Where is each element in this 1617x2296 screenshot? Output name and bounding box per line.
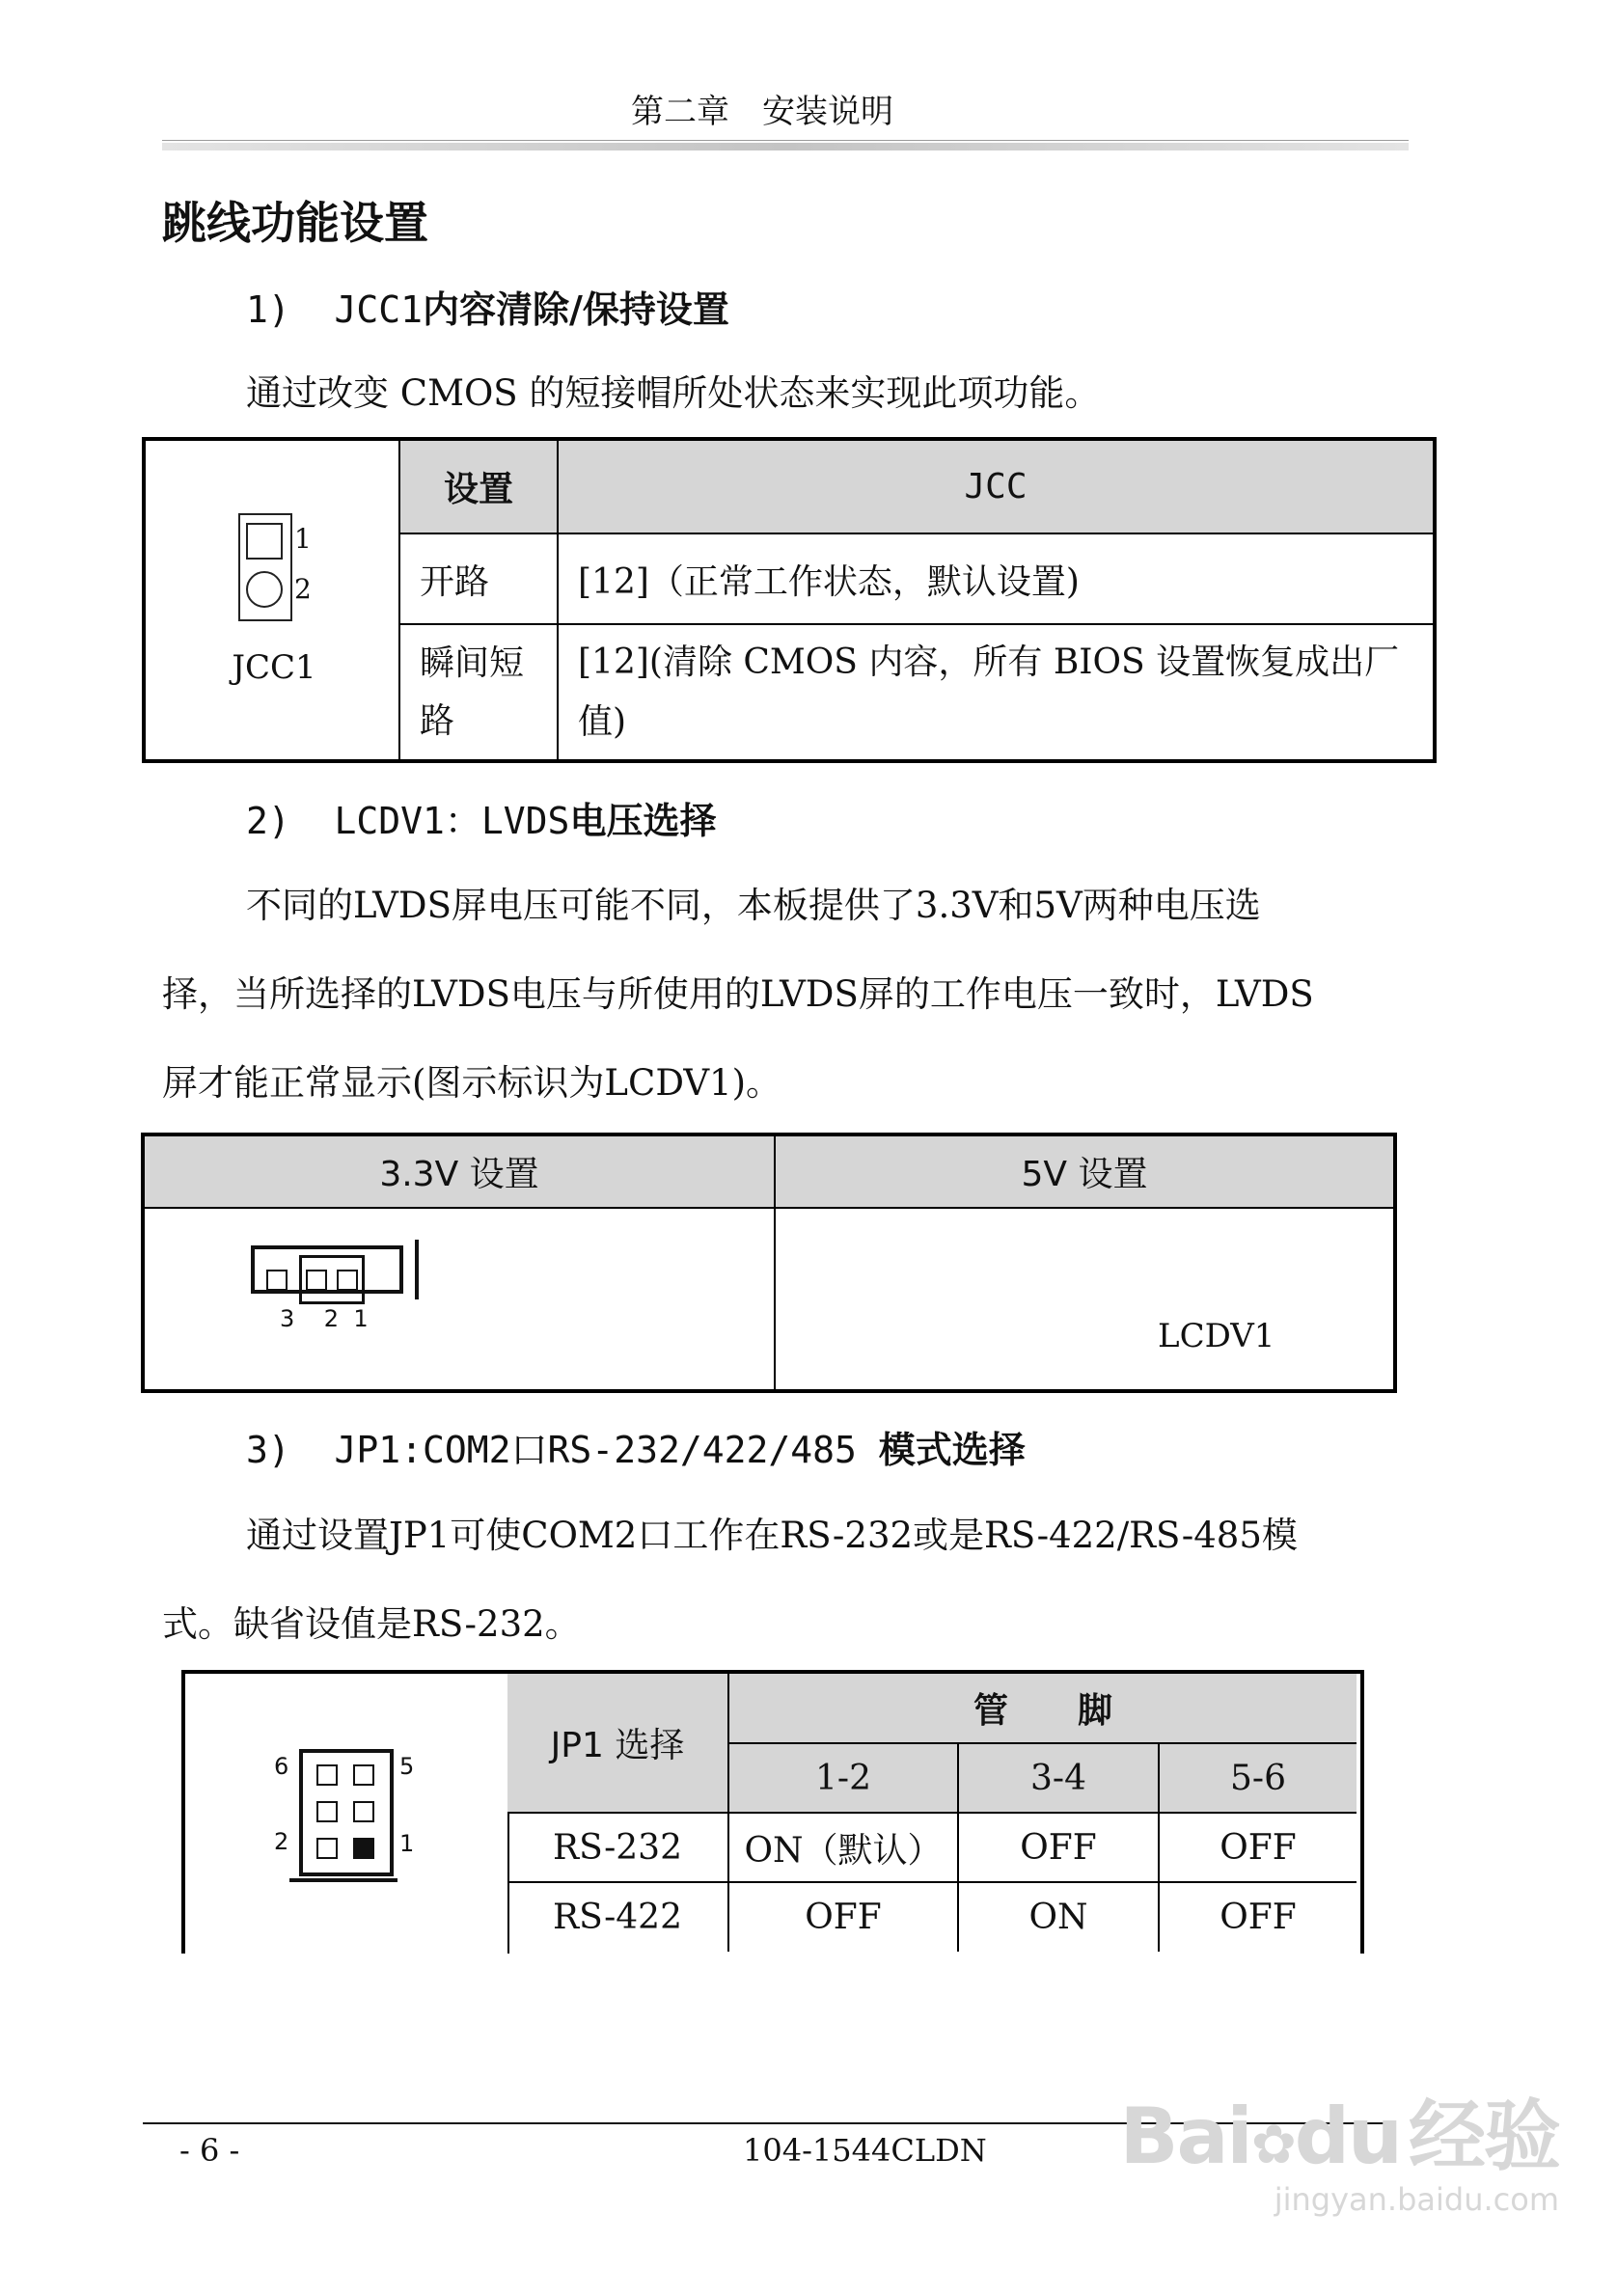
jp1-pin-label-2: 2 — [274, 1828, 289, 1855]
jp1-header-outline — [299, 1749, 394, 1876]
jcc-col-jcc: JCC — [558, 439, 1435, 533]
watermark-brand2: du — [1294, 2091, 1401, 2181]
jp1-row2-mode: RS-422 — [507, 1882, 728, 1952]
jcc-heading-code: JCC1 — [334, 288, 424, 331]
jp1-pin-2 — [316, 1838, 338, 1859]
header-divider — [162, 143, 1409, 150]
jp1-row2-p34: ON — [958, 1882, 1159, 1952]
jcc-row1-desc: [12]（正常工作状态，默认设置) — [558, 533, 1435, 624]
baidu-watermark — [1119, 2074, 1559, 2218]
lcdv-pin-label-3: 3 — [280, 1305, 295, 1332]
pin-square — [246, 523, 283, 560]
doc-code: 104-1544CLDN — [743, 2132, 987, 2169]
jcc-table — [142, 437, 1437, 763]
jp1-heading — [246, 1420, 1026, 1473]
jp1-row2-p12: OFF — [728, 1882, 958, 1952]
jp1-pin-col-56: 5-6 — [1159, 1743, 1357, 1813]
jp1-col-pins: 管 脚 — [728, 1674, 1357, 1743]
jcc-diagram-cell — [144, 439, 399, 761]
jp1-pin-5 — [353, 1764, 374, 1786]
jp1-pin-label-5: 5 — [399, 1753, 415, 1780]
jp1-pin-col-12: 1-2 — [728, 1743, 958, 1813]
watermark-brand: Bai — [1119, 2091, 1251, 2181]
jp1-pin-4 — [316, 1801, 338, 1822]
lcdv-pin-1 — [337, 1270, 358, 1291]
jp1-row1-mode: RS-232 — [507, 1813, 728, 1882]
jp1-table-frame — [181, 1670, 1364, 1954]
lcdv-33v-cell — [143, 1208, 775, 1391]
jp1-pin-1 — [353, 1838, 374, 1859]
jcc-description: 通过改变 CMOS 的短接帽所处状态来实现此项功能。 — [246, 372, 1101, 414]
paw-icon: ✿ — [1250, 2114, 1295, 2176]
jp1-pin-label-6: 6 — [274, 1753, 289, 1780]
jcc-row2-desc: [12](清除 CMOS 内容，所有 BIOS 设置恢复成出厂值) — [558, 624, 1435, 761]
jcc-heading — [246, 280, 729, 333]
header-line — [162, 140, 1409, 141]
jcc-label: JCC1 — [232, 648, 316, 687]
lcdv-pin-label-2: 2 — [323, 1305, 340, 1332]
lcdv-header-diagram — [251, 1245, 403, 1294]
lcdv-label: LCDV1 — [1158, 1317, 1275, 1355]
lcdv-header-bar — [415, 1240, 419, 1299]
section-title: 跳线功能设置 — [162, 197, 428, 249]
lcdv-heading-code: LCDV1：LVDS — [334, 800, 570, 842]
watermark-url: jingyan.baidu.com — [1274, 2181, 1559, 2218]
lcdv-heading — [246, 791, 716, 844]
lcdv-5v-cell — [775, 1208, 1395, 1391]
lcdv-col-5v: 5V 设置 — [775, 1134, 1395, 1208]
jp1-desc-line1: 通过设置JP1可使COM2口工作在RS-232或是RS-422/RS-485模 — [246, 1515, 1298, 1556]
pin2-label: 2 — [294, 573, 312, 605]
lcdv-heading-num: 2) — [246, 800, 290, 842]
jp1-col-select: JP1 选择 — [507, 1674, 728, 1813]
lcdv-pin-2 — [306, 1270, 327, 1291]
jp1-heading-code: JP1:COM2口RS-232/422/485 — [334, 1429, 857, 1471]
jp1-row2-p56: OFF — [1159, 1882, 1357, 1952]
jcc-col-setting: 设置 — [399, 439, 558, 533]
jcc-row1-setting: 开路 — [399, 533, 558, 624]
lcdv-col-33v: 3.3V 设置 — [143, 1134, 775, 1208]
page-number: - 6 - — [179, 2132, 240, 2169]
jp1-heading-text: 模式选择 — [878, 1429, 1026, 1471]
pin-round — [246, 571, 283, 608]
jcc-row2-setting: 瞬间短路 — [399, 624, 558, 761]
jp1-pin-6 — [316, 1764, 338, 1786]
jp1-heading-num: 3) — [246, 1429, 290, 1471]
jp1-table — [507, 1674, 1357, 1952]
jp1-pin-label-1: 1 — [399, 1830, 415, 1857]
jp1-row1-p34: OFF — [958, 1813, 1159, 1882]
lcdv-pin-labels — [280, 1305, 369, 1332]
lcdv-heading-text: 电压选择 — [569, 800, 717, 842]
jcc-heading-text: 内容清除/保持设置 — [423, 288, 729, 331]
lcdv-desc-line2: 择，当所选择的LVDS电压与所使用的LVDS屏的工作电压一致时，LVDS — [162, 973, 1314, 1015]
table-row — [507, 1882, 1357, 1952]
lcdv-pin-3 — [266, 1270, 288, 1291]
lcdv-desc-line3: 屏才能正常显示(图示标识为LCDV1)。 — [162, 1062, 782, 1104]
lcdv-table — [141, 1133, 1397, 1393]
jp1-row1-p12: ON（默认） — [728, 1813, 958, 1882]
jp1-row1-p56: OFF — [1159, 1813, 1357, 1882]
jcc-heading-num: 1) — [246, 288, 290, 331]
jp1-pin-col-34: 3-4 — [958, 1743, 1159, 1813]
chapter-header: 第二章 安装说明 — [631, 93, 893, 131]
lcdv-desc-line1: 不同的LVDS屏电压可能不同，本板提供了3.3V和5V两种电压选 — [246, 885, 1261, 926]
jp1-diagram-cell — [185, 1674, 509, 1954]
jp1-header-bar — [289, 1878, 397, 1882]
jcc-jumper-diagram — [219, 513, 325, 687]
jp1-desc-line2: 式。缺省设值是RS-232。 — [162, 1603, 581, 1645]
watermark-cn: 经验 — [1409, 2091, 1559, 2181]
pin1-label: 1 — [294, 523, 312, 555]
table-row — [507, 1813, 1357, 1882]
lcdv-jumper-cap — [299, 1255, 365, 1304]
jp1-pin-3 — [353, 1801, 374, 1822]
lcdv-pin-label-1: 1 — [353, 1305, 369, 1332]
